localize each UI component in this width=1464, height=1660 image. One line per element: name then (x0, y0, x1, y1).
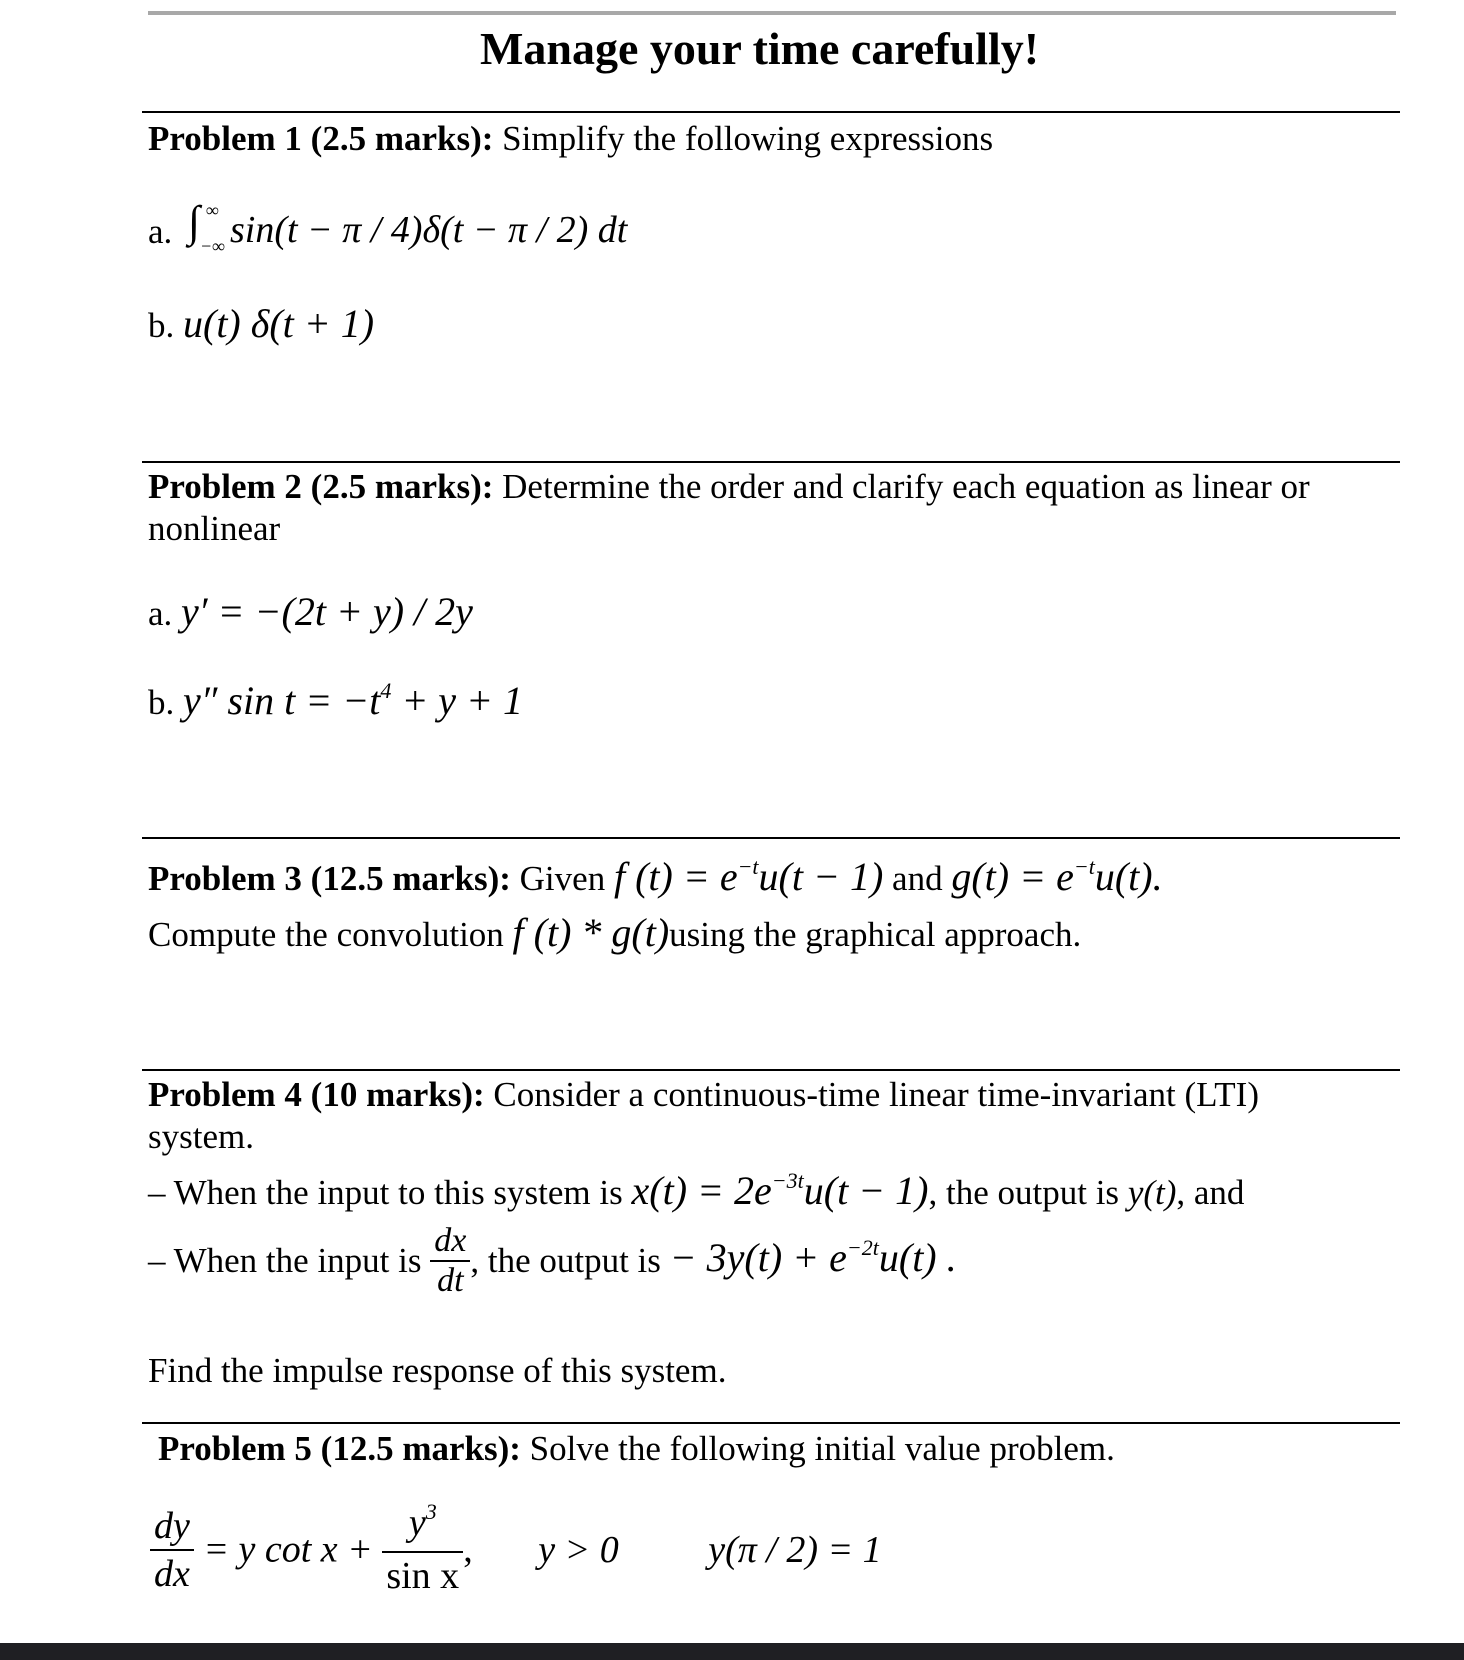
problem4-condition-1: – When the input to this system is $x(t) = 2e^{-3t}u(t - 1)$, the output is y(t), and (148, 1168, 1245, 1213)
problem1-text: Simplify the following expressions (502, 119, 994, 158)
item-label: b. (148, 306, 175, 345)
problem3-title: Problem 3 (12.5 marks): (148, 859, 511, 898)
problem5-title: Problem 5 (12.5 marks): (158, 1429, 521, 1468)
item-label: a. (148, 594, 173, 633)
integral-sign: ∫ ∞ −∞ (188, 197, 225, 256)
problem4-text-line2: system. (148, 1117, 254, 1156)
problem2-a-expression: y′ = −(2t + y) / 2y (181, 589, 473, 634)
problem2-heading (148, 466, 1310, 508)
problem4-title: Problem 4 (10 marks): (148, 1075, 485, 1114)
problem1-title: Problem 1 (2.5 marks): (148, 119, 494, 158)
problem2-title: Problem 2 (2.5 marks): (148, 467, 494, 506)
integral-upper-limit: ∞ (206, 200, 219, 220)
item-label: a. (148, 212, 173, 251)
problem2-divider (142, 461, 1400, 463)
y3-sinx-fraction: $\frac{y^3}{\text{sin x}}$ (382, 1500, 463, 1599)
page-title: Manage your time carefully! (480, 23, 1040, 74)
problem3-line2 (148, 908, 1081, 960)
dy-dx-fraction: $\frac{dy}{dx}$ (150, 1503, 194, 1597)
dx-dt-fraction: $\frac{dx}{dt}$ (430, 1222, 470, 1300)
problem5-equation: $\frac{dy}{dx}$ = y cot x + $\frac{y^3}{\text{sin x}}$ , y > 0 y(π / 2) = 1 (150, 1500, 882, 1599)
problem5-divider (142, 1422, 1400, 1424)
problem1-b-expression: u(t) δ(t + 1) (183, 301, 375, 346)
problem1-a-expression: sin(t − π / 4)δ(t − π / 2) dt (230, 209, 628, 251)
problem2-b-expression: y″ $\sin t = -t^4 + y + 1$ (183, 678, 524, 723)
problem4-heading (148, 1074, 1259, 1116)
problem5-heading (158, 1428, 1115, 1470)
problem3-approach: using the graphical approach. (669, 915, 1082, 954)
problem4-condition-2: – When the input is $\frac{dx}{dt}$ , the output is − $3y(t) + e^{-2t}u(t)$ . (148, 1222, 957, 1299)
f-definition: f $(t) = e^{-t}u(t - 1)$ (613, 854, 884, 899)
output-y: y(t) (1127, 1173, 1177, 1212)
problem4-find: Find the impulse response of this system. (148, 1351, 727, 1390)
top-divider (148, 11, 1396, 15)
problem1-heading (148, 118, 993, 160)
convolution-expression: f (t) * g(t) (512, 910, 670, 955)
problem3-given: Given (519, 859, 606, 898)
problem1-divider (142, 111, 1400, 113)
g-definition: $g(t) = e^{-t}u(t)$. (951, 854, 1163, 899)
condition-y-positive: y > 0 (538, 1528, 619, 1571)
problem3-line1 (148, 852, 1163, 908)
integral-lower-limit: −∞ (200, 236, 225, 256)
problem3-and: and (892, 859, 943, 898)
initial-condition: y(π / 2) = 1 (708, 1528, 882, 1571)
problem3-compute: Compute the convolution (148, 915, 504, 954)
problem5-text: Solve the following initial value problem. (529, 1429, 1115, 1468)
problem3-divider (142, 837, 1400, 839)
problem2-item-a (148, 590, 473, 636)
item-label: b. (148, 683, 175, 722)
input-x-expression: $x(t) = 2e^{-3t}u(t - 1)$ (631, 1168, 929, 1213)
problem2-item-b (148, 679, 523, 729)
problem1-item-a (148, 210, 172, 254)
bottom-bar (0, 1643, 1464, 1660)
problem2-text-line2: nonlinear (148, 509, 281, 548)
problem2-text: Determine the order and clarify each equation as linear or (502, 467, 1310, 506)
problem4-text: Consider a continuous-time linear time-invariant (LTI) (493, 1075, 1259, 1114)
equation-middle: = y cot x + (203, 1528, 373, 1571)
problem4-divider (142, 1069, 1400, 1071)
problem1-item-b (148, 302, 374, 348)
output-2-expression: − $3y(t) + e^{-2t}u(t)$ . (669, 1235, 957, 1280)
